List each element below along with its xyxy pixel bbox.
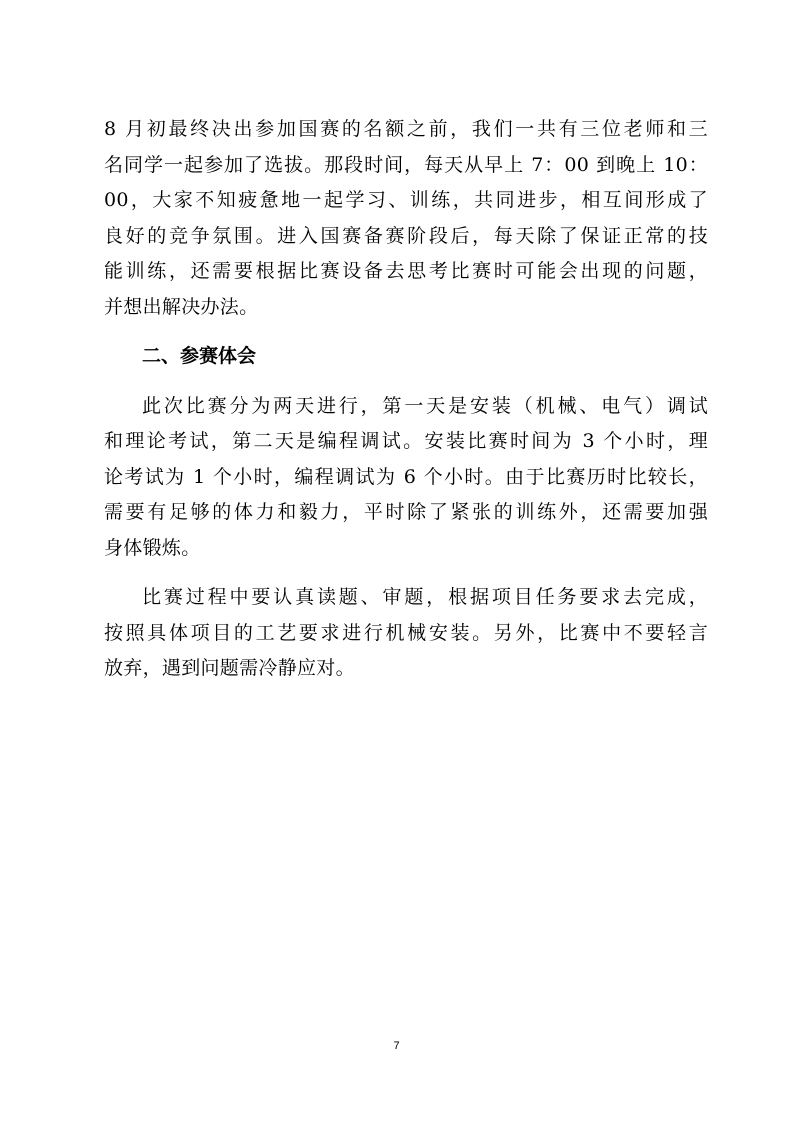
text-line: 名同学一起参加了选拔。那段时间，每天从早上 7：00 到晚上 10： bbox=[104, 153, 708, 176]
text-line: 论考试为 1 个小时，编程调试为 6 个小时。由于比赛历时比较长， bbox=[104, 465, 708, 488]
paragraph-selection bbox=[104, 112, 708, 325]
document-body bbox=[104, 112, 708, 687]
text-line: 和理论考试，第二天是编程调试。安装比赛时间为 3 个小时，理 bbox=[104, 430, 708, 452]
text-line: 能训练，还需要根据比赛设备去思考比赛时可能会出现的问题， bbox=[104, 260, 708, 282]
text-line: 放弃，遇到问题需冷静应对。 bbox=[104, 657, 355, 679]
text-line: 此次比赛分为两天进行，第一天是安装（机械、电气）调试 bbox=[142, 394, 708, 417]
paragraph-competition-schedule bbox=[104, 389, 708, 567]
text-line: 并想出解决办法。 bbox=[104, 295, 259, 318]
text-line: 00，大家不知疲惫地一起学习、训练，共同进步，相互间形成了 bbox=[104, 189, 708, 211]
text-line: 比赛过程中要认真读题、审题，根据项目任务要求去完成， bbox=[142, 586, 708, 608]
page-number: 7 bbox=[393, 1040, 400, 1052]
text-line: 需要有足够的体力和毅力，平时除了紧张的训练外，还需要加强 bbox=[104, 501, 708, 523]
paragraph-competition-advice bbox=[104, 580, 708, 687]
text-line: 良好的竞争氛围。进入国赛备赛阶段后，每天除了保证正常的技 bbox=[104, 224, 708, 247]
text-line: 按照具体项目的工艺要求进行机械安装。另外，比赛中不要轻言 bbox=[104, 621, 708, 644]
section-heading: 二、参赛体会 bbox=[142, 345, 257, 367]
text-line: 8 月初最终决出参加国赛的名额之前，我们一共有三位老师和三 bbox=[104, 118, 708, 140]
text-line: 身体锻炼。 bbox=[104, 536, 201, 559]
